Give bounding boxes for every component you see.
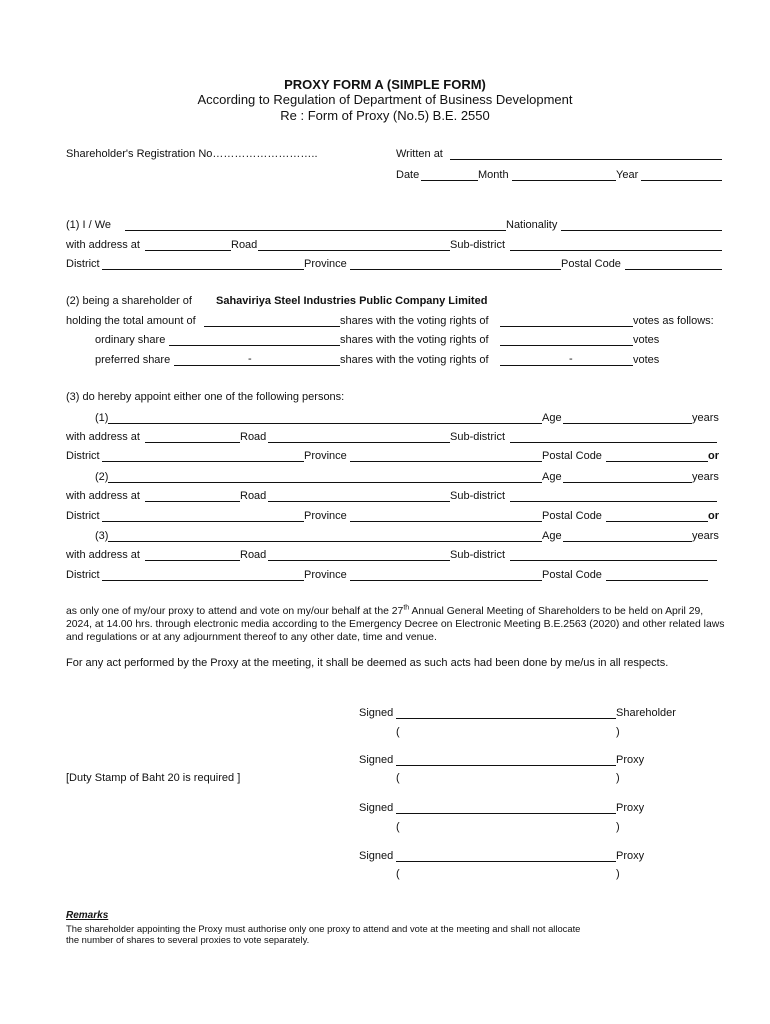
- person3-sub-district-label: Sub-district: [450, 549, 506, 561]
- person3-address-field[interactable]: [145, 560, 240, 561]
- person3-district-label: District: [66, 569, 100, 581]
- person3-province-label: Province: [304, 569, 347, 581]
- person1-number: (1): [95, 412, 109, 424]
- person3-name-field[interactable]: [108, 541, 542, 542]
- person1-or-label: or: [708, 450, 719, 462]
- proxy3-signature-field[interactable]: [396, 861, 616, 862]
- proxy2-name-close-paren: ): [616, 821, 620, 833]
- written-at-label: Written at: [396, 148, 443, 160]
- shareholder-signature-field[interactable]: [396, 718, 616, 719]
- person2-sub-district-label: Sub-district: [450, 490, 506, 502]
- registration-no-label: Shareholder's Registration No………………………..: [66, 148, 318, 160]
- date-field[interactable]: [421, 180, 478, 181]
- person2-postal-label: Postal Code: [542, 510, 602, 522]
- person2-age-field[interactable]: [563, 482, 692, 483]
- preferred-shares-dash: -: [248, 353, 252, 365]
- person1-sub-district-field[interactable]: [510, 442, 717, 443]
- person1-district-label: District: [66, 450, 100, 462]
- form-reference: Re : Form of Proxy (No.5) B.E. 2550: [280, 108, 490, 123]
- ordinary-votes-label: votes: [633, 334, 660, 346]
- person1-sub-district-label: Sub-district: [450, 431, 506, 443]
- year-label: Year: [616, 169, 639, 181]
- proxy1-name-close-paren: ): [616, 772, 620, 784]
- year-field[interactable]: [641, 180, 722, 181]
- person2-address-label: with address at: [66, 490, 140, 502]
- person2-sub-district-field[interactable]: [510, 501, 717, 502]
- ordinary-shares-field[interactable]: [169, 345, 340, 346]
- person2-number: (2): [95, 471, 109, 483]
- proxy3-name-close-paren: ): [616, 868, 620, 880]
- person1-district-field[interactable]: [102, 461, 304, 462]
- person3-sub-district-field[interactable]: [510, 560, 717, 561]
- proxy3-label: Proxy: [616, 850, 645, 862]
- preferred-votes-field[interactable]: [500, 365, 633, 366]
- remarks-heading: Remarks: [66, 910, 109, 921]
- person3-age-field[interactable]: [563, 541, 692, 542]
- person3-postal-field[interactable]: [606, 580, 708, 581]
- person3-address-label: with address at: [66, 549, 140, 561]
- ordinary-votes-field[interactable]: [500, 345, 633, 346]
- nationality-field[interactable]: [561, 230, 722, 231]
- signed-label-proxy2: Signed: [359, 802, 394, 814]
- person3-number: (3): [95, 530, 109, 542]
- person3-postal-label: Postal Code: [542, 569, 602, 581]
- section3-label: (3) do hereby appoint either one of the following persons:: [66, 391, 345, 403]
- address-field[interactable]: [145, 250, 231, 251]
- district-field[interactable]: [102, 269, 304, 270]
- person1-road-label: Road: [240, 431, 267, 443]
- section1-iwe-label: (1) I / We: [66, 219, 112, 231]
- person3-age-label: Age: [542, 530, 562, 542]
- section2-label: (2) being a shareholder of: [66, 295, 192, 307]
- person1-postal-field[interactable]: [606, 461, 708, 462]
- proxy3-name-open-paren: (: [396, 868, 400, 880]
- person1-province-label: Province: [304, 450, 347, 462]
- shareholder-name-close-paren: ): [616, 726, 620, 738]
- person2-age-label: Age: [542, 471, 562, 483]
- person1-address-field[interactable]: [145, 442, 240, 443]
- road-field[interactable]: [258, 250, 450, 251]
- preferred-voting-label: shares with the voting rights of: [340, 354, 489, 366]
- signed-label-proxy3: Signed: [359, 850, 394, 862]
- remarks-line-2: the number of shares to several proxies to vote separately.: [66, 934, 310, 945]
- person1-name-field[interactable]: [108, 423, 542, 424]
- road-label: Road: [231, 239, 258, 251]
- person1-age-field[interactable]: [563, 423, 692, 424]
- person2-or-label: or: [708, 510, 719, 522]
- proxy-authority-paragraph: as only one of my/our proxy to attend and vote on my/our behalf at the 27th Annual General Meeting of Shareholders to be held on April 29, 2024, at 14.00 hrs. through electronic media according to the Emergency Decree on Electronic Meeting B.E.2563 (2020) and other related laws and regulations or at any adjournment thereof to any other date, time and venue.: [66, 604, 725, 643]
- preferred-shares-field[interactable]: [174, 365, 340, 366]
- form-subtitle: According to Regulation of Department of Business Development: [197, 92, 573, 107]
- nationality-label: Nationality: [506, 219, 558, 231]
- person2-address-field[interactable]: [145, 501, 240, 502]
- proxy1-name-open-paren: (: [396, 772, 400, 784]
- person2-district-label: District: [66, 510, 100, 522]
- form-title: PROXY FORM A (SIMPLE FORM): [284, 77, 486, 92]
- person1-postal-label: Postal Code: [542, 450, 602, 462]
- remarks-line-1: The shareholder appointing the Proxy must authorise only one proxy to attend and vote at the meeting and shall not allocate: [66, 923, 581, 934]
- date-label: Date: [396, 169, 420, 181]
- shareholder-label: Shareholder: [616, 707, 676, 719]
- ordinary-voting-label: shares with the voting rights of: [340, 334, 489, 346]
- month-field[interactable]: [512, 180, 616, 181]
- person1-province-field[interactable]: [350, 461, 542, 462]
- total-shares-field[interactable]: [204, 326, 340, 327]
- ordinary-share-label: ordinary share: [95, 334, 166, 346]
- person2-province-label: Province: [304, 510, 347, 522]
- person3-district-field[interactable]: [102, 580, 304, 581]
- person3-province-field[interactable]: [350, 580, 542, 581]
- province-field[interactable]: [350, 269, 561, 270]
- proxy2-signature-field[interactable]: [396, 813, 616, 814]
- sub-district-field[interactable]: [510, 250, 722, 251]
- proxy2-name-open-paren: (: [396, 821, 400, 833]
- person2-district-field[interactable]: [102, 521, 304, 522]
- duty-stamp-note: [Duty Stamp of Baht 20 is required ]: [66, 772, 241, 784]
- person2-province-field[interactable]: [350, 521, 542, 522]
- proxy1-signature-field[interactable]: [396, 765, 616, 766]
- month-label: Month: [478, 169, 509, 181]
- person1-address-label: with address at: [66, 431, 140, 443]
- person3-years-label: years: [692, 530, 719, 542]
- address-label: with address at: [66, 239, 140, 251]
- postal-code-field[interactable]: [625, 269, 722, 270]
- company-name: Sahaviriya Steel Industries Public Company Limited: [216, 295, 488, 307]
- preferred-votes-label: votes: [633, 354, 660, 366]
- postal-code-label: Postal Code: [561, 258, 621, 270]
- written-at-field[interactable]: [450, 159, 722, 160]
- preferred-votes-dash: -: [569, 353, 573, 365]
- person2-years-label: years: [692, 471, 719, 483]
- preferred-share-label: preferred share: [95, 354, 171, 366]
- proxy1-label: Proxy: [616, 754, 645, 766]
- total-votes-field[interactable]: [500, 326, 633, 327]
- province-label: Province: [304, 258, 347, 270]
- person1-age-label: Age: [542, 412, 562, 424]
- person1-years-label: years: [692, 412, 719, 424]
- signed-label-shareholder: Signed: [359, 707, 394, 719]
- person2-road-field[interactable]: [268, 501, 450, 502]
- shares-voting-label: shares with the voting rights of: [340, 315, 489, 327]
- district-label: District: [66, 258, 100, 270]
- sub-district-label: Sub-district: [450, 239, 506, 251]
- person3-road-field[interactable]: [268, 560, 450, 561]
- person2-road-label: Road: [240, 490, 267, 502]
- votes-as-follows-label: votes as follows:: [633, 315, 714, 327]
- holding-label: holding the total amount of: [66, 315, 196, 327]
- person1-road-field[interactable]: [268, 442, 450, 443]
- proxy2-label: Proxy: [616, 802, 645, 814]
- signed-label-proxy1: Signed: [359, 754, 394, 766]
- proxy-acts-statement: For any act performed by the Proxy at the meeting, it shall be deemed as such acts had been done by me/us in all respects.: [66, 657, 669, 669]
- person3-road-label: Road: [240, 549, 267, 561]
- person2-postal-field[interactable]: [606, 521, 708, 522]
- shareholder-name-open-paren: (: [396, 726, 400, 738]
- iwe-name-field[interactable]: [125, 230, 506, 231]
- person2-name-field[interactable]: [108, 482, 542, 483]
